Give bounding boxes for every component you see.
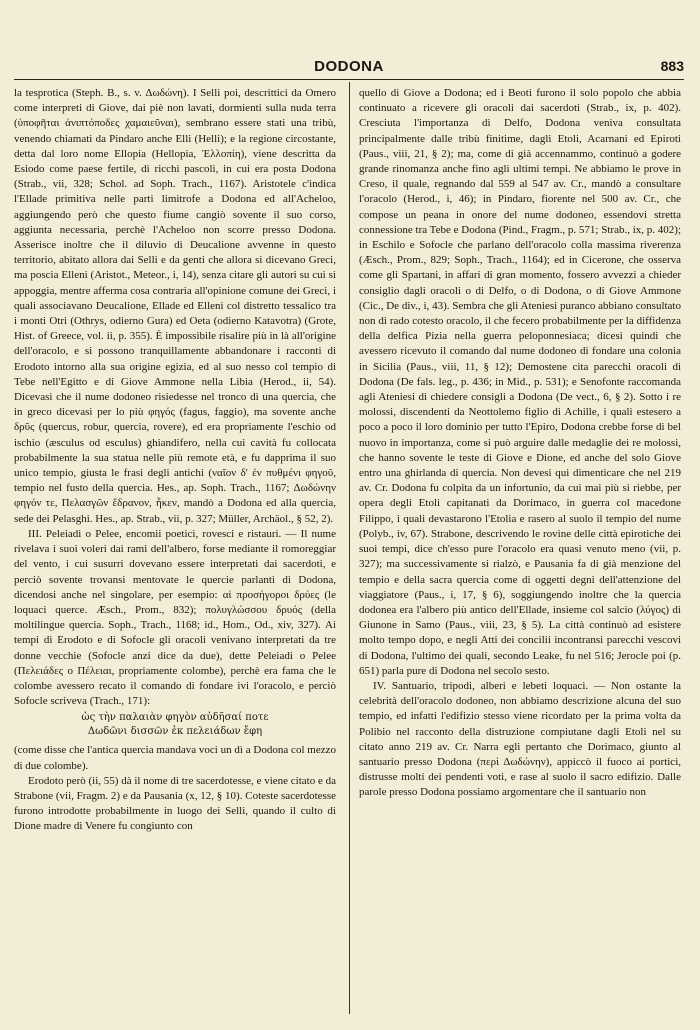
paragraph: la tesprotica (Steph. B., s. v. Δωδώνη). I Selli poi, descrittici da Omero come interpreti di Giove, dai piè non lavati, dormienti sulla nuda terra (ὑποφῆται ἀνιπτόποδες χαμαιεῦναι), sembrano essere stati una tribù, venendo chiamati da Pindaro anche Elli (Helli); e la regione circostante, detta dal loro nome Ellopia (Hellopia, Ἑλλοπίη), viene descritta da Esiodo come paese fertile, di ricchi pascoli, in cui era posta Dodona (Strab., vii, 328; Schol. ad Soph. Trach., 1167). Aristotele c'indica l'Ellade primitiva nelle parti limitrofe a Dodona ed all'Acheloo, aggiungendo però che questo fiume cangiò sovente il suo corso, aggiunta necessaria, perchè l'Acheloo non scorre presso Dodona. Asserisce inoltre che il diluvio di Deucalione avvenne in questo territorio, abitato allora dai Selli e da genti che allora si dicevano Greci, ma poscia Elleni (Aristot., Meteor., i, 14), senza citare gli autori su cui si appoggia, mentre afferma cosa contraria all'opinione comune dei Greci, i quali associavano Deucalione, Ellade ed Elleni col distretto tessalico tra i monti Otri (Othrys, odierno Gura) ed Oeta (odierno Katavotra) (Grote, Hist. of Greece, vol. ii, p. 355). È impossibile risalire più in là all'origine dell'oracolo, e si possono tranquillamente abbandonare i racconti di Erodoto intorno alla sua origine egizia, ed al suo nesso col tempio di Tebe nell'Egitto e di Giove Ammone nella Libia (Herod., ii, 54). Dicevasi che il nume dodoneo risiedesse nel tronco di una quercia, che in greco dicevasi per lo più φηγός (fagus, faggio), ma sovente anche δρῦς (quercus, robur, quercia, rovere), ed era propriamente l'eschio od ischio (æsculus od esculus) ghiandifero, nella cui cavità fu collocata probabilmente la sua statua nelle più remote età, e fu dapprima il suo unico tempio, giusta le frasi degli antichi (ναῖον δ' ἐν πυθμένι φηγοῦ, tempio nel fusto della quercia. Hes., ap. Soph. Trach., 1167; Δωδώνην φηγόν τε, Πελασγῶν ἕδρανον, ἧκεν, mandò a Dodona ed alla quercia, sede dei Pelasghi. Hes., ap. Strab., vii, p. 327; Müller, Archäol., § 52, 2).	[14, 87, 336, 525]
header-rule	[14, 79, 684, 80]
greek-quotation	[14, 711, 336, 739]
paragraph: quello di Giove a Dodona; ed i Beoti furono il solo popolo che abbia continuato a ricevere gli oracoli dai sacerdoti (Strab., ix, p. 402). Cresciuta l'importanza di Delfo, Dodona veniva consultata principalmente dalle tribù finitime, dagli Etoli, Acarnani ed Epiroti (Paus., viii, 21, § 2); ma, come di già accennammo, continuò a godere grande rinomanza anche fino agli ultimi tempi. Ne abbiamo le prove in Creso, il quale, regnando dal 559 al 547 av. Cr., mandò a consultare l'oracolo (Herod., i, 46); in Pindaro, fiorente nel 500 av. Cr., che compose un peana in onore del nume dodoneo, essendovi stretta connessione tra Tebe e Dodona (Pind., Fragm., p. 571; Strab., ix, p. 402); in Eschilo e Sofocle che parlano dell'oracolo colla massima riverenza (Æsch., Prom., 829; Soph., Trach., 1164); ed in Cicerone, che osserva come gli Spartani, in affari di gran momento, fossero avvezzi a chieder consiglio dagli oracoli o di Delfo, o di Dodona, o di Giove Ammone (Cic., De div., i, 43). Sembra che gli Ateniesi puranco abbiano consultato non di rado cotesto oracolo, il che fecero probabilmente per la diffidenza della delfica Pizia nella guerra peloponnesiaca; dicesi quindi che avessero ricevuto il comando dal nume dodoneo di fondare una colonia in Sicilia (Paus., viii, 11, § 12); Demostene cita parecchi oracoli di Dodona (De fals. leg., p. 436; in Mid., p. 531); e Senofonte raccomanda agli Ateniesi di chiedere consigli a Dodona (De vect., 6, § 2). Sotto i re molossi, discendenti da Neottolemo figlio di Achille, i quali estesero a poco a poco il loro dominio per tutto l'Epiro, Dodona crebbe forse di bel nuovo in importanza, come si può arguire dalle medaglie dei re molossi, che hanno sovente le teste di Giove e Dione, ed anche del solo Giove entro una ghirlanda di quercia. Non devesi qui dimenticare che nel 219 av. Cr. Dodona fu colpita da un infortunio, da cui mai più si riebbe, per opera degli Etoli capitanati da Dorimaco, in guerra col macedone Filippo, i quali devastarono l'Etolia e rasero al suolo il tempio del nume (Polyb., iv, 67). Strabone, descrivendo le rovine delle città epirotiche dei suoi tempi, dice ch'esso pure l'oracolo era quasi venuto meno (vii, p. 327); ma successivamente si rialzò, e Pausania fa di già menzione del tempio e della sacra quercia come di oggetti degni dell'attenzione del viaggiatore (Paus., i, 17, § 6), soggiungendo inoltre che la quercia dodonea era l'albero più antico dell'Ellade, insieme col salcio (λύγος) di Giunone in Samo (Paus., viii, 23, § 5). La città continuò ad esistere molto tempo dopo, e negli Atti dei concilii incontransi parecchi vescovi di Dodona, l'ultimo dei quali, secondo Leake, fu nel 516; Jerocle poi (p. 651) parla pure di Dodona nel secolo sesto.	[359, 87, 681, 677]
page-number: 883	[660, 58, 684, 74]
right-column	[359, 86, 681, 801]
section-iii-paragraph: III. Peleiadi o Pelee, encomii poetici, rovesci e ristauri. — Il nume rivelava i suoi voleri dai rami dell'albero, forse mediante il romoreggiar del vento, i cui susurri dovevano essere interpretati dai sacerdoti, e perciò sovente trovansi mentovate le quercie parlanti di Dodona, dicendosi anche nel singolare, per esempio: αἱ προσήγοροι δρύες (le loquaci querce. Æsch., Prom., 832); πολυγλώσσου δρυός (della moltilingue quercia. Soph., Trach., 1168; id., Hom., Od., xiv, 327). Ai tempi di Erodoto e di Sofocle gli oracoli venivano interpretati da tre donne vecchie (Sofocle anzi dice da due), dette Peleiadi o Pelee (Πελειάδες o Πέλειαι, propriamente colombe), perchè era fama che le colombe avessero recato il comando di fondare ivi l'oracolo, e perciò Sofocle scriveva (Trach., 171):	[14, 527, 336, 708]
paragraph: (come disse che l'antica quercia mandava voci un dì a Dodona col mezzo di due colombe).	[14, 744, 336, 772]
left-column	[14, 86, 336, 835]
column-divider	[349, 82, 350, 1014]
quote-line: ὡς τὴν παλαιὰν φηγὸν αὐδῆσαί ποτε	[81, 712, 269, 724]
paragraph: Erodoto però (ii, 55) dà il nome di tre sacerdotesse, e viene citato e da Strabone (vii, Fragm. 2) e da Pausania (x, 12, § 10). Coteste sacerdotesse furono introdotte probabilmente in luogo dei Selli, quando il culto di Dione madre di Venere fu congiunto con	[14, 774, 336, 833]
section-iv-paragraph: IV. Santuario, tripodi, alberi e lebeti loquaci. — Non ostante la celebrità dell'oracolo dodoneo, non abbiamo descrizione alcuna del suo tempio, ed infatti l'edifizio stesso viene ricordato per la prima volta da Polibio nel racconto della distruzione compiutane dagli Etoli nel su citato anno 219 av. Cr. Narra egli pertanto che Dorimaco, giunto al santuario presso Dodona (περὶ Δωδώνην), appiccò il fuoco ai portici, distrusse molti dei pendenti voti, e rase al suolo il sacro edifizio. Dalle parole presso Dodona possiamo argomentare che il santuario non	[359, 679, 681, 799]
quote-line: Δωδῶνι δισσῶν ἐκ πελειάδων ἔφη	[87, 726, 263, 738]
header-title: DODONA	[314, 58, 384, 75]
page	[14, 0, 686, 1030]
running-header	[14, 54, 684, 76]
